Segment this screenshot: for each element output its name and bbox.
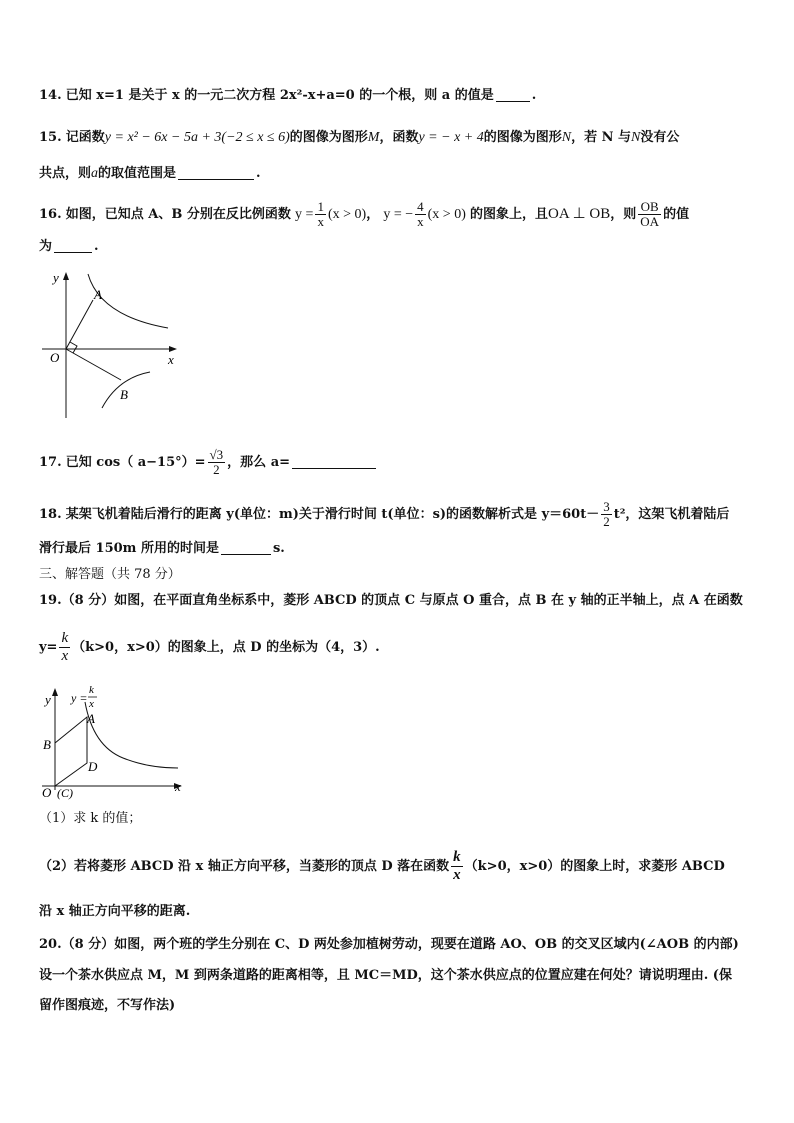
text: 的图象上，且 [470,207,549,222]
question-14 [39,86,536,106]
origin-label: O [50,350,60,365]
fraction-ob-over-oa [638,200,661,229]
question-number: 20. [39,937,62,952]
denominator: 2 [213,462,220,477]
fraction-sqrt3-over-2 [208,448,226,477]
answer-blank [292,454,376,469]
text: 某架飞机着陆后滑行的距离 y(单位：m)关于滑行时间 t(单位：s)的函数解析式是 y＝60t－ [65,507,600,522]
numerator: 4 [417,199,424,214]
denominator: x [453,867,461,883]
text: ，函数 [379,130,419,145]
fraction-k-over-x [451,849,463,884]
text: 记函数 [65,130,105,145]
question-number: 18. [39,507,62,522]
graph-n: N [561,130,572,145]
text: （k>0，x>0）的图象上时，求菱形 ABCD [464,859,725,874]
point-a-label: A [87,711,95,726]
text: 的取值范围是 [98,166,177,181]
text: 的值 [663,207,690,222]
question-19-line-2 [39,626,380,670]
y-axis-arrow [63,272,69,280]
denominator: OA [640,214,660,229]
text: 如图，已知点 A、B 分别在反比例函数 [65,207,291,222]
question-number: 19. [39,593,62,608]
formula: y = [295,207,314,222]
text: （2）若将菱形 ABCD 沿 x 轴正方向平移，当菱形的顶点 D 落在函数 [39,859,450,874]
segment-ob [66,349,121,380]
y-label: y [53,270,59,285]
question-number: 15. [39,130,62,145]
text: ，则 [610,207,637,222]
section-header: 三、解答题（共 78 分） [39,567,181,582]
answer-blank [221,540,271,555]
denominator: x [61,648,69,664]
question-text: 已知 x=1 是关于 x 的一元二次方程 2x²-x+a=0 的一个根，则 a 的值是 [65,88,494,103]
answer-blank [496,87,530,102]
text: 为 [39,239,53,254]
question-20-line-1 [39,935,739,955]
segment-oa [66,300,93,349]
text: y= [39,640,58,655]
y-label: y [45,692,51,707]
condition: (x > 0) [327,207,367,222]
text: （k>0，x>0）的图象上，点 D 的坐标为（4，3）. [72,640,380,655]
fraction-1-over-x [315,200,326,229]
text: ，若 N 与 [571,130,632,145]
function-1: y = x² − 6x − 5a + 3(−2 ≤ x ≤ 6) [104,130,290,145]
question-19-part-1: （1）求 k 的值； [39,811,142,826]
text: （8 分）如图，两个班的学生分别在 C、D 两处参加植树劳动，现要在道路 AO、OB 的交叉区域内(∠AOB 的内部) [61,937,739,952]
numerator: k [61,630,69,646]
function-label: y = [71,691,88,705]
rhombus-abcd [55,717,87,786]
graph-m: M [367,130,380,145]
question-20-line-2: 设一个茶水供应点 M，M 到两条道路的距离相等，且 MC＝MD，这个茶水供应点的位置应建在何处？请说明理由. (保 [39,968,732,983]
period: . [256,166,261,181]
denominator: x [417,214,424,229]
question-15-line-2 [39,164,261,184]
point-a-label: A [94,287,102,302]
y-axis-arrow [52,688,58,696]
numerator: 3 [603,499,610,514]
question-number: 16. [39,207,62,222]
text: 的图像为图形 [483,130,562,145]
question-19-part-2-line-2: 沿 x 轴正方向平移的距离. [39,904,191,919]
figure-16 [38,268,188,423]
text: （8 分）如图，在平面直角坐标系中，菱形 ABCD 的顶点 C 与原点 O 重合，点 B 在 y 轴的正半轴上，点 A 在函数 [61,593,743,608]
period: . [94,239,99,254]
question-15-line-1 [39,128,679,148]
question-16-line-1 [39,199,689,230]
origin-label: O [42,785,52,800]
variable-a: a [91,166,99,181]
curve-k-over-x [85,702,178,768]
question-18-line-1 [39,500,729,530]
denominator: x [317,214,324,229]
text: ，那么 a= [227,455,291,470]
condition: (x > 0) [427,207,466,222]
question-number: 17. [39,455,62,470]
text: 共点，则 [39,166,92,181]
numerator: OB [638,200,661,215]
point-b-label: B [43,737,51,752]
question-number: 14. [39,88,62,103]
answer-blank [54,238,92,253]
fraction-3-over-2 [601,500,612,529]
fraction-4-over-x [415,200,426,229]
text: 滑行最后 150m 所用的时间是 [39,541,219,556]
function-denominator: x [89,698,94,710]
x-label: x [175,779,181,794]
text: 已知 cos（ a−15°）= [65,455,206,470]
graph-n-2: N [631,130,641,145]
numerator: √3 [209,447,224,462]
text: 的图像为图形 [289,130,368,145]
question-19-part-2 [39,845,725,889]
perpendicular-formula: OA ⊥ OB [548,206,611,222]
fraction-k-over-x [59,630,70,665]
period: . [531,88,537,103]
point-c-label: (C) [57,786,73,800]
figure-19 [38,680,198,804]
point-d-label: D [88,759,98,774]
question-17 [39,448,378,478]
numerator: 1 [317,199,324,214]
text: s. [272,541,285,556]
question-19-line-1 [39,591,743,611]
separator: ， [366,207,380,222]
point-b-label: B [120,387,128,402]
numerator: k [453,849,461,865]
text: t²，这架飞机着陆后 [613,507,730,522]
question-18-line-2 [39,539,285,559]
function-numerator: k [89,684,94,696]
question-20-line-3: 留作图痕迹，不写作法) [39,998,176,1013]
formula: y = − [383,207,414,222]
denominator: 2 [603,514,610,529]
answer-blank [178,165,254,180]
x-label: x [168,352,174,367]
text: 没有公 [640,130,680,145]
question-16-line-2 [39,237,99,257]
function-2: y = − x + 4 [418,130,484,145]
